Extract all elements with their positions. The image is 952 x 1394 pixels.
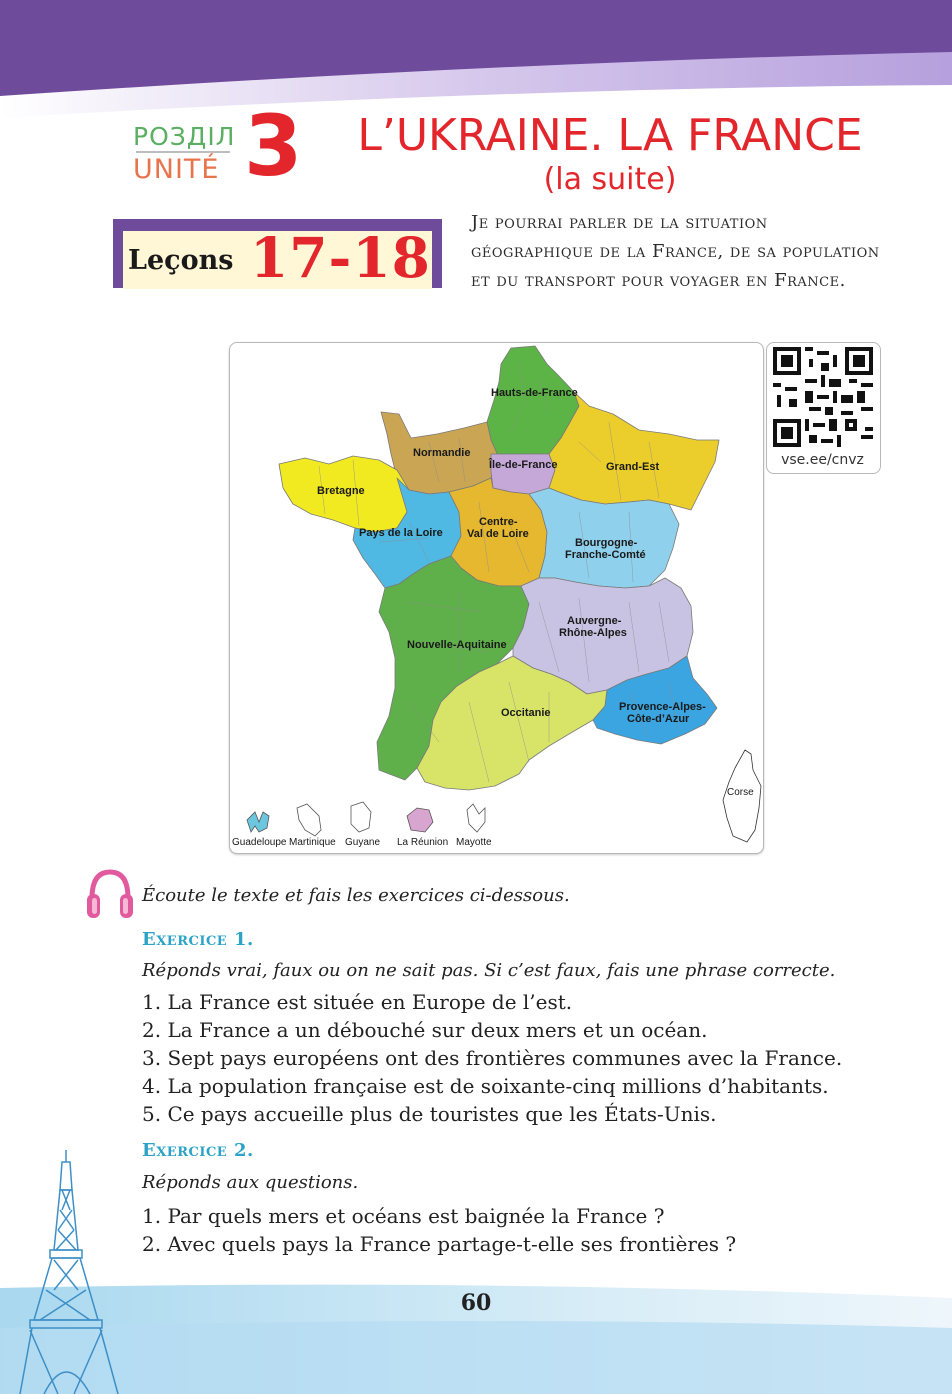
list-item: 3. Sept pays européens ont des frontières communes avec la France. [142,1046,843,1070]
label-mayotte: Mayotte [456,837,492,848]
page-title: L’UKRAINE. LA FRANCE [357,110,863,161]
listening-instruction: Écoute le texte et fais les exercices ci-dessous. [142,885,570,906]
guyane-shape [351,802,371,832]
top-banner [0,0,952,120]
label-paca-line1: Provence-Alpes- [619,701,706,713]
unit-divider [136,151,230,153]
section-label-ua: РОЗДІЛ [133,122,236,151]
label-grand-est: Grand-Est [606,461,660,473]
label-auvergne-line2: Rhône-Alpes [559,627,627,639]
label-normandie: Normandie [413,447,471,459]
guadeloupe-shape [247,812,269,832]
exercise-2-list [142,1202,902,1258]
qr-link-label[interactable]: vse.ee/cnvz [781,452,864,468]
list-item: 1. La France est située en Europe de l’est. [142,990,573,1014]
label-auvergne-line1: Auvergne- [567,615,622,627]
label-bretagne: Bretagne [317,485,365,497]
label-occitanie: Occitanie [501,707,551,719]
mayotte-shape [467,804,485,832]
lesson-numbers: 17-18 [250,225,431,290]
label-centre-line2: Val de Loire [467,528,529,540]
label-reunion: La Réunion [397,837,449,848]
label-bourgogne-line1: Bourgogne- [575,537,638,549]
qr-code-icon[interactable] [773,347,873,447]
reunion-shape [407,808,433,832]
label-pays-de-la-loire: Pays de la Loire [359,527,443,539]
list-item: 5. Ce pays accueille plus de touristes que les États-Unis. [142,1102,717,1126]
footer-band [0,1258,952,1394]
label-guyane: Guyane [345,837,381,848]
exercise-2-title: Exercice 2. [142,1140,254,1161]
exercise-1-list [142,988,902,1128]
label-guadeloupe: Guadeloupe [232,837,287,848]
label-hauts-de-france: Hauts-de-France [491,387,578,399]
label-bourgogne-line2: Franche-Comté [565,549,646,561]
list-item: 2. Avec quels pays la France partage-t-elle ses frontières ? [142,1232,737,1256]
france-regions-map [229,342,762,852]
martinique-shape [297,804,321,836]
unit-number: 3 [244,97,303,195]
section-label-fr: UNITÉ [133,154,220,185]
label-centre-line1: Centre- [479,516,518,528]
label-corse: Corse [727,787,754,798]
label-paca-line2: Côte-d’Azur [627,713,690,725]
label-ile-de-france: Île-de-France [489,459,558,471]
list-item: 4. La population française est de soixante-cinq millions d’habitants. [142,1074,829,1098]
label-martinique: Martinique [289,837,336,848]
page-subtitle: (la suite) [543,162,677,197]
label-nouvelle-aquitaine: Nouvelle-Aquitaine [407,639,507,651]
page-number: 60 [460,1290,492,1316]
list-item: 1. Par quels mers et océans est baignée la France ? [142,1204,665,1228]
lesson-objective: Je pourrai parler de la situation géographique de la France, de sa population et du transport pour voyager en France. [471,212,880,291]
eiffel-tower-icon [18,1150,128,1394]
exercise-1-instruction: Réponds vrai, faux ou on ne sait pas. Si c’est faux, fais une phrase correcte. [142,960,836,981]
lesson-label: Leçons [128,245,234,276]
exercise-2-instruction: Réponds aux questions. [142,1172,359,1193]
list-item: 2. La France a un débouché sur deux mers et un océan. [142,1018,708,1042]
exercise-1-title: Exercice 1. [142,929,254,950]
headphones-icon [84,866,136,924]
